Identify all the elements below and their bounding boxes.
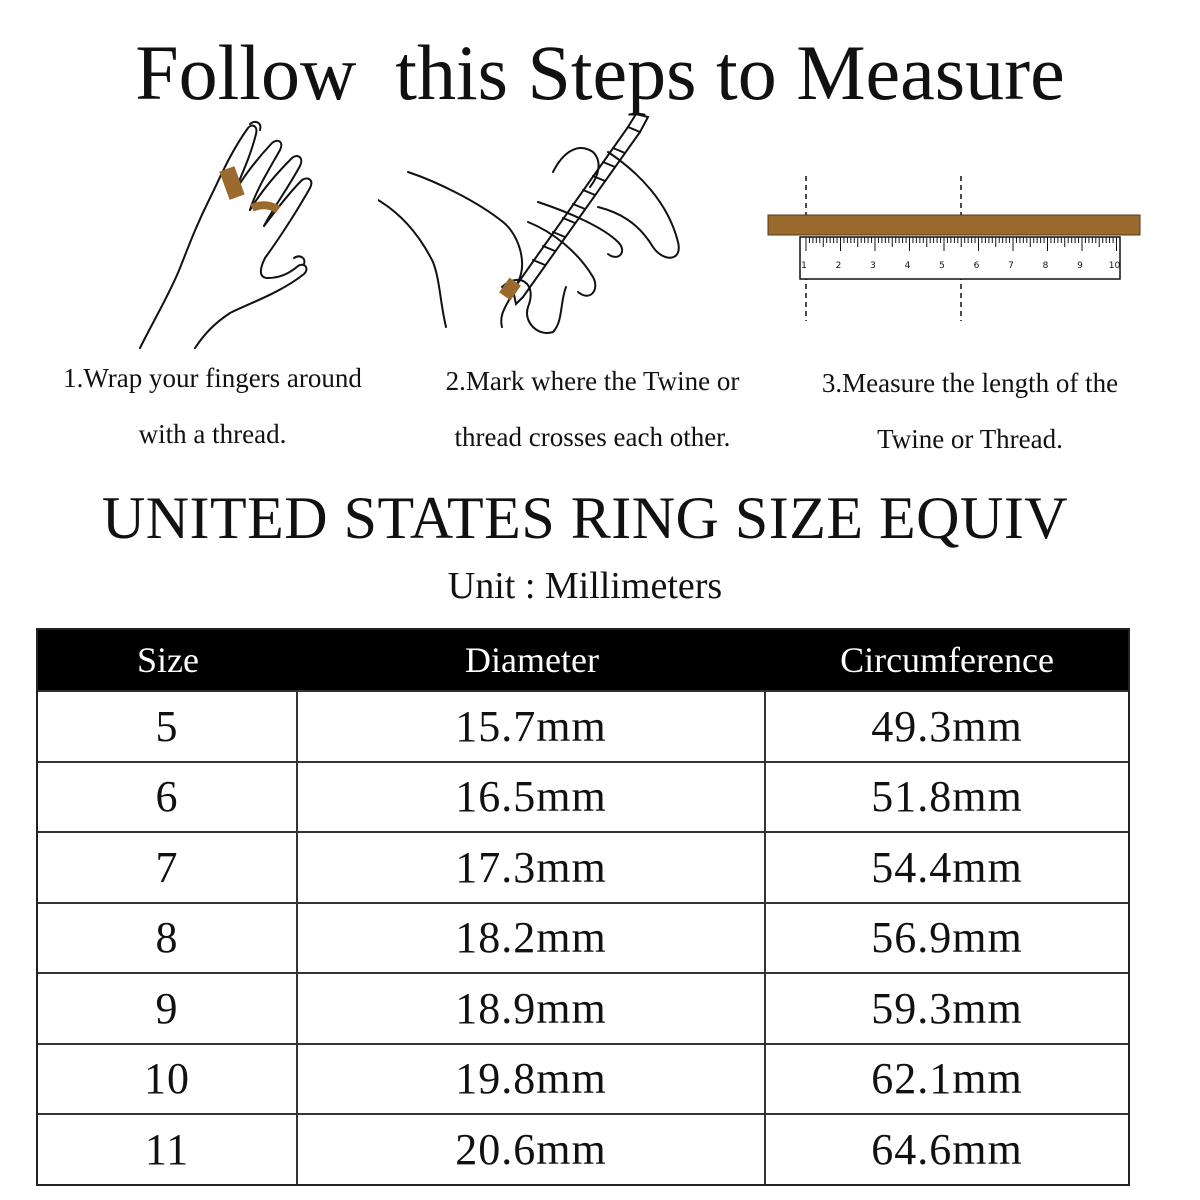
ruler-number: 1 (801, 261, 807, 271)
size-cell: 10 (38, 1045, 298, 1114)
header-diameter: Diameter (465, 640, 599, 680)
step-2-line-1: 2.Mark where the Twine or (445, 366, 740, 396)
circumference-cell: 56.9mm (871, 913, 1023, 963)
ruler-body (800, 237, 1120, 279)
diameter-cell: 17.3mm (298, 833, 766, 902)
mark-thread-illustration (378, 112, 708, 342)
diameter-cell: 15.7mm (298, 692, 766, 761)
circumference-cell: 59.3mm (871, 983, 1023, 1033)
ring-size-table (36, 628, 1130, 1186)
ruler-measure-illustration (765, 176, 1145, 321)
header-size: Size (137, 640, 199, 680)
size-cell: 9 (38, 974, 298, 1043)
ruler-number: 4 (904, 261, 911, 271)
diameter-cell: 18.2mm (298, 904, 766, 973)
ruler-number: 8 (1042, 261, 1049, 271)
size-cell: 6 (38, 763, 298, 832)
ruler-number: 2 (835, 261, 842, 271)
step-1-line-2: with a thread. (138, 419, 287, 449)
size-cell: 8 (38, 904, 298, 973)
size-cell: 11 (38, 1115, 298, 1184)
table-row (38, 902, 1128, 973)
size-cell: 7 (38, 833, 298, 902)
circumference-cell: 49.3mm (871, 701, 1023, 751)
circumference-cell: 62.1mm (871, 1054, 1023, 1104)
table-row (38, 690, 1128, 761)
step-2-caption (405, 353, 780, 465)
ruler-number: 3 (870, 261, 876, 271)
table-header (38, 630, 1128, 690)
circumference-cell: 54.4mm (871, 842, 1023, 892)
thread-strip (768, 215, 1140, 235)
table-row (38, 1113, 1128, 1184)
step-1-line-1: 1.Wrap your fingers around (63, 363, 362, 393)
circumference-cell: 51.8mm (871, 772, 1023, 822)
step-3-line-1: 3.Measure the length of the (821, 368, 1119, 398)
ruler-number: 5 (939, 261, 945, 271)
page-title: Follow this Steps to Measure (135, 29, 1065, 116)
table-row (38, 1043, 1128, 1114)
unit-label: Unit : Millimeters (447, 565, 723, 607)
hand-wrap-illustration (100, 118, 340, 350)
step-3-caption (780, 355, 1160, 467)
ring-size-heading: UNITED STATES RING SIZE EQUIV (101, 485, 1069, 551)
step-1-caption (20, 350, 405, 462)
circumference-cell: 64.6mm (871, 1124, 1023, 1174)
table-row (38, 831, 1128, 902)
ruler-number: 9 (1077, 261, 1083, 271)
ruler-number: 10 (1108, 261, 1121, 271)
header-circumference: Circumference (840, 640, 1054, 680)
ruler-number: 7 (1008, 261, 1014, 271)
diameter-cell: 16.5mm (298, 763, 766, 832)
diameter-cell: 20.6mm (298, 1115, 766, 1184)
table-row (38, 972, 1128, 1043)
step-2-line-2: thread crosses each other. (454, 422, 731, 452)
diameter-cell: 19.8mm (298, 1045, 766, 1114)
step-3-line-2: Twine or Thread. (877, 424, 1063, 454)
size-cell: 5 (38, 692, 298, 761)
ruler-number: 6 (973, 261, 980, 271)
diameter-cell: 18.9mm (298, 974, 766, 1043)
table-row (38, 761, 1128, 832)
